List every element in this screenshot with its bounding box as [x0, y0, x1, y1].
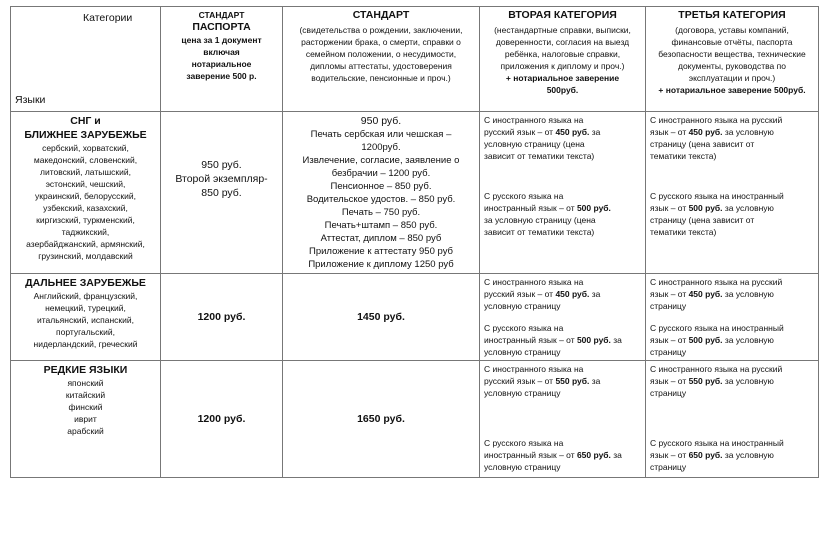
header-row [11, 7, 819, 112]
table-row [11, 361, 819, 478]
third-category-cell: С иностранного языка на русский язык – от 450 руб. за условную страницу (цена зависит от тематики текста) С русского языка на иностранный язык – от 500 руб. за условную страницу (цена зависит от тематики текста) [646, 112, 819, 274]
second-category-cell: С иностранного языка на русский язык – от 550 руб. за условную страницу С русского языка на иностранный язык – от 650 руб. за условную страницу [480, 361, 646, 478]
corner-categories-label: Категории [83, 12, 133, 24]
standard-price-cell: 950 руб. Печать сербская или чешская – 1200руб. Извлечение, согласие, заявление о безбрачии – 1200 руб. Пенсионное – 850 руб. Водительское удостов. – 850 руб. Печать – 750 руб. Печать+штамп – 850 руб. Аттестат, диплом – 850 руб Приложение к аттестату 950 руб Приложение к диплому 1250 руб [283, 112, 480, 274]
language-group-cell: РЕДКИЕ ЯЗЫКИ японский китайский финский иврит арабский [11, 361, 161, 478]
passport-price-cell: 1200 руб. [161, 361, 283, 478]
passport-header-line1: СТАНДАРТ [198, 10, 245, 20]
language-group-cell: ДАЛЬНЕЕ ЗАРУБЕЖЬЕ Английский, французский, немецкий, турецкий, итальянский, испанский, португальский, нидерландский, греческий [11, 274, 161, 361]
third-category-cell: С иностранного языка на русский язык – от 450 руб. за условную страницу С русского языка на иностранный язык – от 500 руб. за условную страницу [646, 274, 819, 361]
price-table [10, 6, 819, 478]
standard-header-title: СТАНДАРТ [352, 9, 410, 21]
second-category-cell: С иностранного языка на русский язык – от 450 руб. за условную страницу (цена зависит от тематики текста) С русского языка на иностранный язык – от 500 руб. за условную страницу (цена зависит от тематики текста) [480, 112, 646, 274]
table-row [11, 274, 819, 361]
passport-price-cell: 1200 руб. [161, 274, 283, 361]
third-category-header: ТРЕТЬЯ КАТЕГОРИЯ (договора, уставы компаний, финансовые отчёты, паспорта безопасности вещества, технические документы, руководства по эксплуатации и проч.) + нотариальное заверение 500руб. [646, 7, 819, 112]
corner-cell [11, 7, 161, 112]
table-row [11, 112, 819, 274]
third-category-cell: С иностранного языка на русский язык – от 550 руб. за условную страницу С русского языка на иностранный язык – от 650 руб. за условную страницу [646, 361, 819, 478]
third-category-title: ТРЕТЬЯ КАТЕГОРИЯ [678, 9, 786, 21]
second-category-cell: С иностранного языка на русский язык – от 450 руб. за условную страницу С русского языка на иностранный язык – от 500 руб. за условную страницу [480, 274, 646, 361]
passport-price-cell: 950 руб. Второй экземпляр- 850 руб. [161, 112, 283, 274]
standard-price-cell: 1650 руб. [283, 361, 480, 478]
language-group-cell: СНГ и БЛИЖНЕЕ ЗАРУБЕЖЬЕ сербский, хорватский, македонский, словенский, литовский, латышский, эстонский, чешский, украинский, белорусский, узбекский, казахский, киргизский, туркменский, таджикский, азербайджанский, армянский, грузинский, молдавский [11, 112, 161, 274]
second-category-title: ВТОРАЯ КАТЕГОРИЯ [508, 9, 617, 21]
standard-price-cell: 1450 руб. [283, 274, 480, 361]
passport-header-line2: ПАСПОРТА [192, 21, 251, 33]
corner-languages-label: Языки [15, 94, 46, 106]
second-category-header: ВТОРАЯ КАТЕГОРИЯ (нестандартные справки, выписки, доверенности, согласия на выезд ребёнка, налоговые справки, приложения к диплому и проч.) + нотариальное заверение 500руб. [480, 7, 646, 112]
passport-header: СТАНДАРТ ПАСПОРТА цена за 1 документ включая нотариальное заверение 500 р. [161, 7, 283, 112]
standard-header: СТАНДАРТ (свидетельства о рождении, заключении, расторжении брака, о смерти, справки о семейном положении, о несудимости, дипломы аттестаты, удостоверения водительские, пенсионные и проч.) [283, 7, 480, 112]
